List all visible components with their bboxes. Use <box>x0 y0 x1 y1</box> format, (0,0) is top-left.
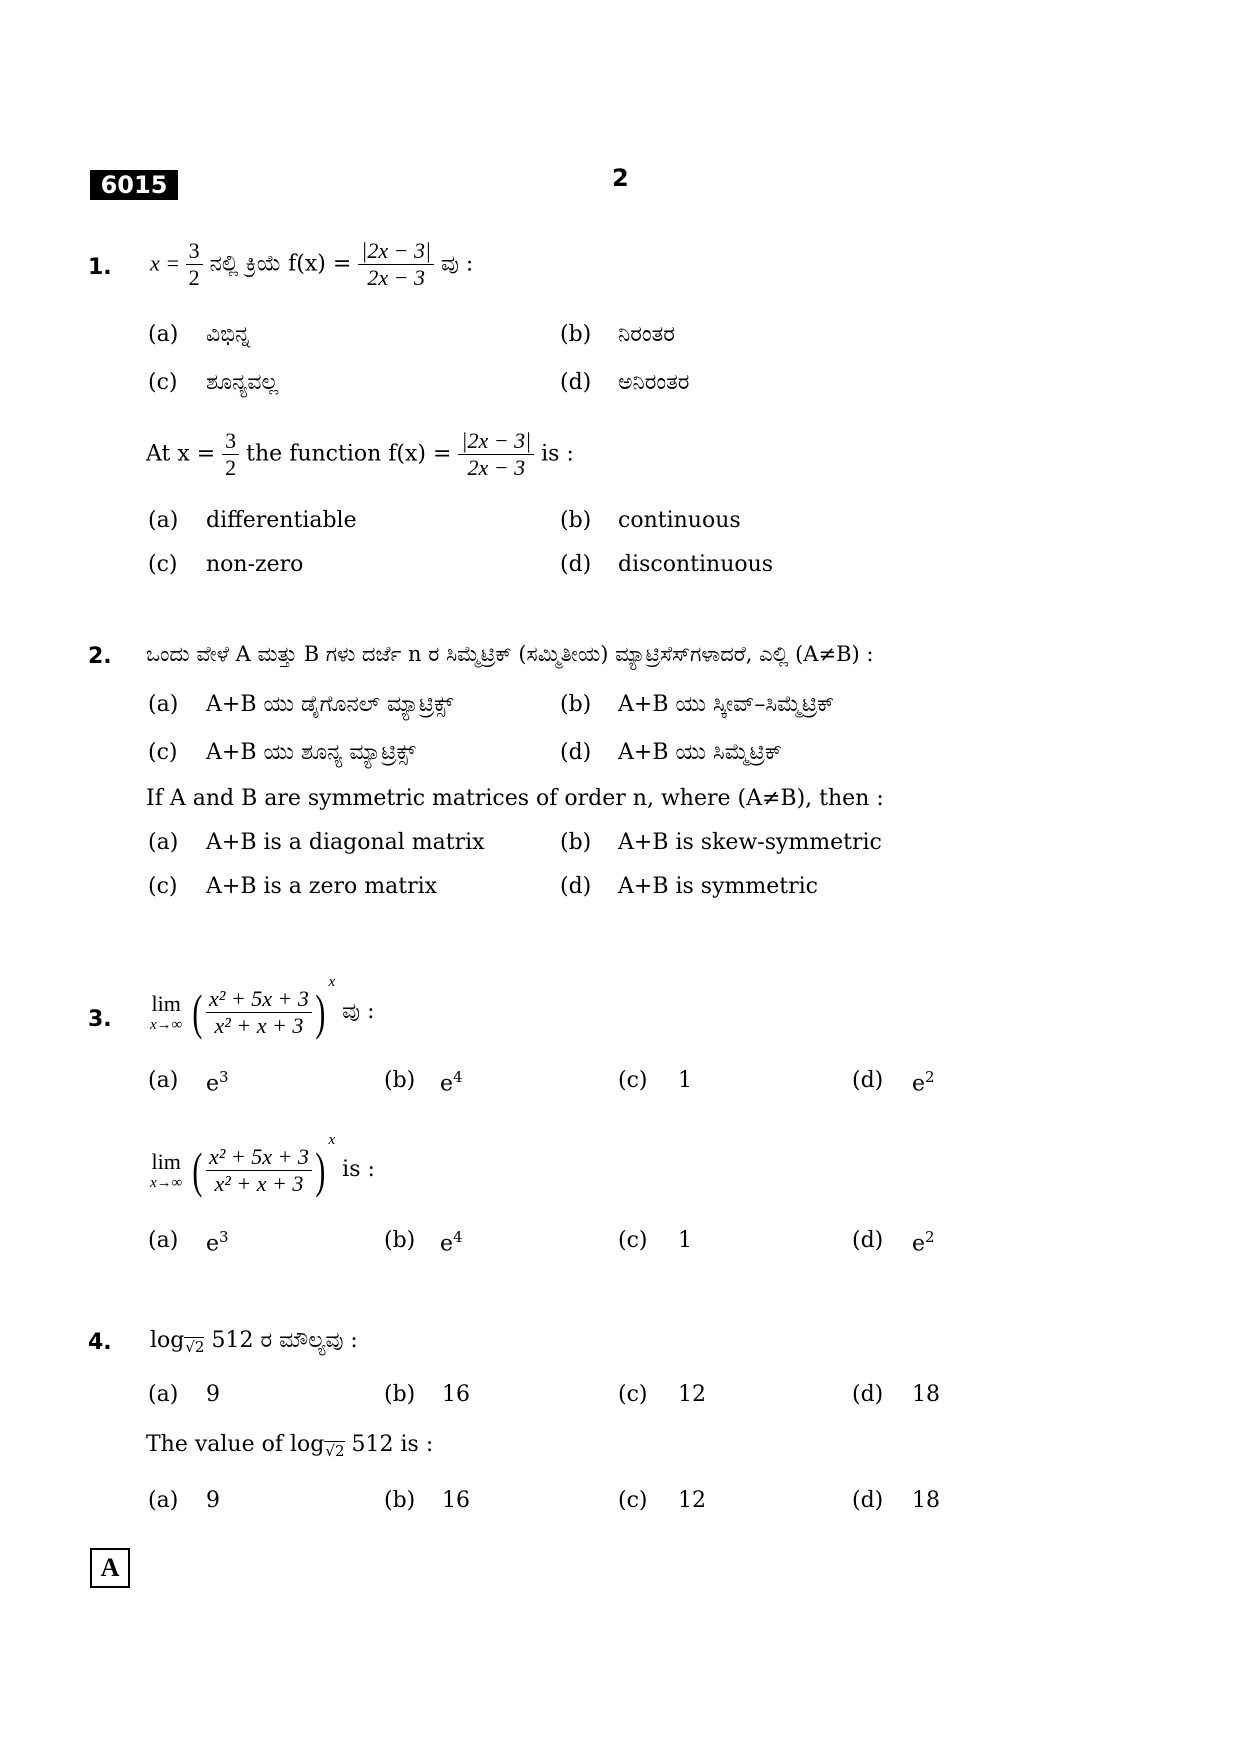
q1-en-option-a-label: (a) <box>148 508 179 533</box>
q4-kn-option-d-label: (d) <box>852 1382 884 1407</box>
q2-kn-option-a-text: A+B ಯು ಡೈಗೊನಲ್ ಮ್ಯಾಟ್ರಿಕ್ಸ್ <box>206 692 454 717</box>
page-number: 2 <box>612 164 629 192</box>
q3-kn-option-a-value: $e^3$ <box>206 1068 229 1097</box>
question-4-number: 4. <box>88 1330 112 1355</box>
q1-en-option-c-label: (c) <box>148 552 178 577</box>
q3-en-option-b-label: (b) <box>384 1228 416 1253</box>
q4-en-option-b-text: 16 <box>442 1488 470 1513</box>
q3-kn-option-d-label: (d) <box>852 1068 884 1093</box>
q3-kn-option-c-label: (c) <box>618 1068 648 1093</box>
q4-en-option-a-label: (a) <box>148 1488 179 1513</box>
q1-kn-option-a-text: ವಿಭಿನ್ನ <box>206 322 251 347</box>
q3-kn-option-b-label: (b) <box>384 1068 416 1093</box>
q4-en-option-b-label: (b) <box>384 1488 416 1513</box>
question-1-stem-kannada: x = $\frac{3}{2}$ ನಲ್ಲಿ ಕ್ರಿಯೆ f(x) = $\frac{|2x - 3|}{2x - 3}$ ವು : <box>150 238 474 290</box>
q3-en-option-a-label: (a) <box>148 1228 179 1253</box>
question-2-stem-kannada: ಒಂದು ವೇಳೆ A ಮತ್ತು B ಗಳು ದರ್ಜೆ n ರ ಸಿಮ್ಮೆಟ್ರಿಕ್ (ಸಮ್ಮಿತೀಯ) ಮ್ಯಾಟ್ರಿಸೆಸ್‌ಗಳಾದರೆ, ಎಲ್ಲಿ (A≠B) : <box>146 642 874 666</box>
q2-kn-option-d-label: (d) <box>560 740 592 765</box>
q1-kn-option-d-label: (d) <box>560 370 592 395</box>
q1-kn-option-d-text: ಅನಿರಂತರ <box>618 370 690 395</box>
q4-en-option-a-text: 9 <box>206 1488 220 1513</box>
q4-en-option-d-label: (d) <box>852 1488 884 1513</box>
question-1-number: 1. <box>88 255 112 280</box>
q1-kn-option-b-text: ನಿರಂತರ <box>618 322 675 347</box>
q3-en-option-a-value: $e^3$ <box>206 1228 229 1257</box>
q4-en-option-d-text: 18 <box>912 1488 940 1513</box>
q1-kn-option-c-label: (c) <box>148 370 178 395</box>
function-fraction: $\frac{|2x - 3|}{2x - 3}$ <box>358 238 434 291</box>
q3-kn-option-a-label: (a) <box>148 1068 179 1093</box>
q2-en-option-a-label: (a) <box>148 830 179 855</box>
q2-en-option-c-label: (c) <box>148 874 178 899</box>
question-1-stem-english: At x = $\frac{3}{2}$ the function f(x) = $\frac{|2x - 3|}{2x - 3}$ is : <box>146 428 574 480</box>
q4-en-option-c-label: (c) <box>618 1488 648 1513</box>
q2-kn-option-b-text: A+B ಯು ಸ್ಕೀವ್–ಸಿಮ್ಮೆಟ್ರಿಕ್ <box>618 692 835 717</box>
q4-kn-option-b-text: 16 <box>442 1382 470 1407</box>
limit-fraction: $\frac{\text{x² + 5x + 3}}{\text{x² + x + 3}}$ <box>206 986 312 1039</box>
q1-en-option-b-text: continuous <box>618 508 741 533</box>
q4-kn-option-c-text: 12 <box>678 1382 706 1407</box>
limit: lim x→∞ <box>150 1148 183 1191</box>
q4-kn-option-c-label: (c) <box>618 1382 648 1407</box>
limit: lim x→∞ <box>150 990 183 1033</box>
q2-kn-option-d-text: A+B ಯು ಸಿಮ್ಮೆಟ್ರಿಕ್ <box>618 740 782 765</box>
q3-en-option-b-value: $e^4$ <box>440 1228 463 1257</box>
q3-kn-option-c-value: 1 <box>678 1068 692 1093</box>
question-4-stem-kannada: $\log_{√2} 512$ ರ ಮೌಲ್ಯವು : <box>150 1328 358 1357</box>
limit-fraction: $\frac{\text{x² + 5x + 3}}{\text{x² + x + 3}}$ <box>206 1144 312 1197</box>
q4-kn-option-d-text: 18 <box>912 1382 940 1407</box>
q3-en-option-d-label: (d) <box>852 1228 884 1253</box>
fraction: $\frac{3}{2}$ <box>222 428 239 481</box>
q2-en-option-d-text: A+B is symmetric <box>618 874 818 899</box>
fraction: $\frac{3}{2}$ <box>186 238 203 291</box>
q1-en-option-b-label: (b) <box>560 508 592 533</box>
q3-kn-option-b-value: $e^4$ <box>440 1068 463 1097</box>
function-fraction: $\frac{|2x - 3|}{2x - 3}$ <box>458 428 534 481</box>
q2-en-option-a-text: A+B is a diagonal matrix <box>206 830 485 855</box>
q1-en-option-c-text: non-zero <box>206 552 304 577</box>
q2-kn-option-c-text: A+B ಯು ಶೂನ್ಯ ಮ್ಯಾಟ್ರಿಕ್ಸ್ <box>206 740 416 765</box>
q2-kn-option-a-label: (a) <box>148 692 179 717</box>
q2-kn-option-b-label: (b) <box>560 692 592 717</box>
q2-en-option-c-text: A+B is a zero matrix <box>206 874 438 899</box>
q1-en-option-d-label: (d) <box>560 552 592 577</box>
q4-kn-option-a-label: (a) <box>148 1382 179 1407</box>
question-3-expression-kannada: lim x→∞ ( $\frac{\text{x² + 5x + 3}}{\text{x² + x + 3}}$ )$^x$ ವು : <box>150 974 375 1040</box>
question-2-number: 2. <box>88 644 112 669</box>
series-box: A <box>90 1548 130 1588</box>
q1-en-option-d-text: discontinuous <box>618 552 774 577</box>
question-4-stem-english: The value of $\log_{√2} 512$ is : <box>146 1432 434 1461</box>
q2-en-option-b-label: (b) <box>560 830 592 855</box>
q1-kn-option-c-text: ಶೂನ್ಯವಲ್ಲ <box>206 370 279 395</box>
q2-kn-option-c-label: (c) <box>148 740 178 765</box>
q3-en-option-c-value: 1 <box>678 1228 692 1253</box>
q1-kn-option-b-label: (b) <box>560 322 592 347</box>
q2-en-option-d-label: (d) <box>560 874 592 899</box>
q1-en-option-a-text: differentiable <box>206 508 357 533</box>
q1-kn-option-a-label: (a) <box>148 322 179 347</box>
question-3-expression-english: lim x→∞ ( $\frac{\text{x² + 5x + 3}}{\text{x² + x + 3}}$ )$^x$ is : <box>150 1132 375 1198</box>
q3-en-option-d-value: $e^2$ <box>912 1228 935 1257</box>
q3-kn-option-d-value: $e^2$ <box>912 1068 935 1097</box>
q3-en-option-c-label: (c) <box>618 1228 648 1253</box>
q4-en-option-c-text: 12 <box>678 1488 706 1513</box>
q4-kn-option-a-text: 9 <box>206 1382 220 1407</box>
q2-en-option-b-text: A+B is skew-symmetric <box>618 830 882 855</box>
paper-code: 6015 <box>90 170 178 200</box>
q4-kn-option-b-label: (b) <box>384 1382 416 1407</box>
question-3-number: 3. <box>88 1007 112 1032</box>
question-2-stem-english: If A and B are symmetric matrices of order n, where (A≠B), then : <box>146 786 884 811</box>
